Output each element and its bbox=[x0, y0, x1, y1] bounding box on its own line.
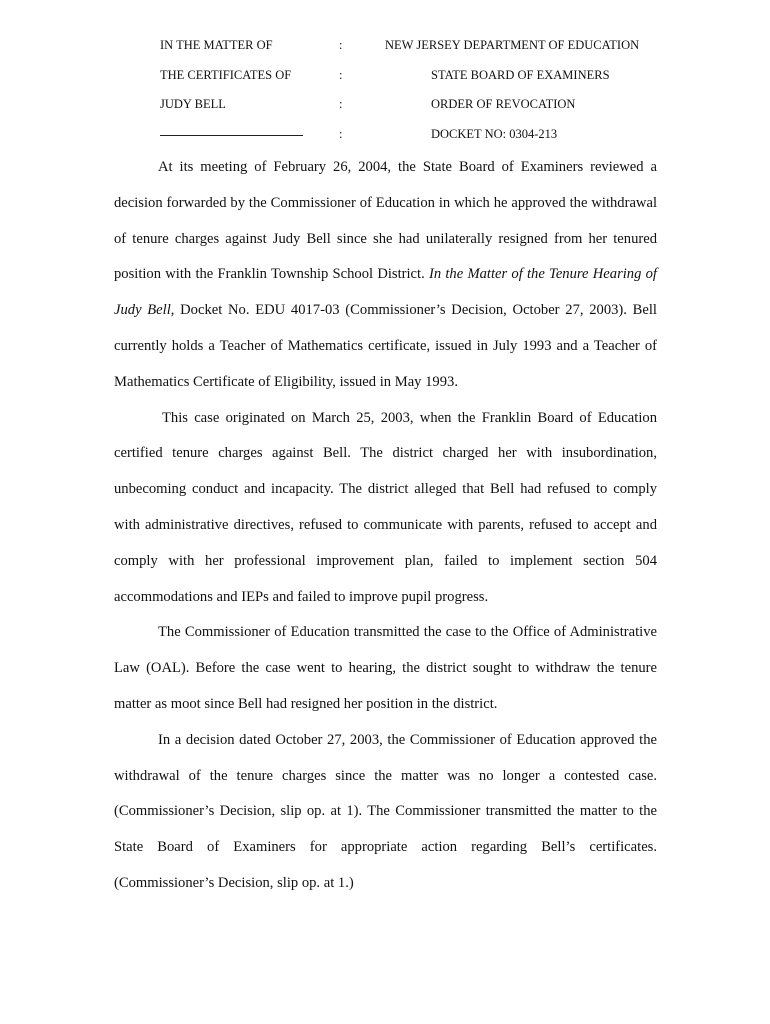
caption-board: STATE BOARD OF EXAMINERS bbox=[431, 68, 610, 82]
caption-order-title: ORDER OF REVOCATION bbox=[431, 97, 576, 111]
paragraph-text: Docket No. EDU 4017-03 (Commissioner’s Decision, October 27, 2003). Bell currently holds a Teacher of Mathematics certificate, issued in July 1993 and a Teacher of Mathematics Certificate of Eligibility, issued in May 1993. bbox=[114, 302, 657, 390]
paragraph-origin: This case originated on March 25, 2003, when the Franklin Board of Education certified tenure charges against Bell. The district charged her with insubordination, unbecoming conduct and incapacity. The district alleged that Bell had refused to comply with administrative directives, refused to communicate with parents, refused to accept and comply with her professional improvement plan, failed to implement section 504 accommodations and IEPs and failed to improve pupil progress. bbox=[114, 409, 657, 605]
caption-row bbox=[0, 35, 770, 55]
caption-colon: : bbox=[339, 127, 343, 141]
paragraph-meeting bbox=[114, 150, 657, 401]
case-citation: In the Matter of the Tenure Hearing of Judy Bell, bbox=[114, 266, 657, 319]
caption-name: JUDY BELL bbox=[160, 97, 226, 111]
caption-row bbox=[0, 94, 770, 114]
caption-row bbox=[0, 124, 770, 144]
paragraph-decision: In a decision dated October 27, 2003, the Commissioner of Education approved the withdrawal of the tenure charges since the matter was no longer a contested case. (Commissioner’s Decision, slip op. at 1). The Commissioner transmitted the matter to the State Board of Examiners for appropriate action regarding Bell’s certificates. (Commissioner’s Decision, slip op. at 1.) bbox=[114, 731, 657, 891]
paragraph-text: At its meeting of February 26, 2004, the State Board of Examiners reviewed a decision forwarded by the Commissioner of Education in which he approved the withdrawal of tenure charges against Judy Bell since she had unilaterally resigned from her tenured position with the Franklin Township School District. bbox=[114, 159, 657, 283]
caption-certificates: THE CERTIFICATES OF bbox=[160, 68, 292, 82]
caption-colon: : bbox=[339, 68, 343, 82]
caption-docket: DOCKET NO: 0304-213 bbox=[431, 127, 558, 141]
caption-row bbox=[0, 65, 770, 85]
caption-colon: : bbox=[339, 38, 343, 52]
caption-colon: : bbox=[339, 97, 343, 111]
paragraph-transmittal: The Commissioner of Education transmitted the case to the Office of Administrative Law (OAL). Before the case went to hearing, the district sought to withdraw the tenure matter as moot since Bell had resigned her position in the district. bbox=[114, 624, 657, 712]
caption-signature-line bbox=[160, 135, 303, 136]
order-body bbox=[114, 150, 657, 902]
caption-matter: IN THE MATTER OF bbox=[160, 38, 273, 52]
caption-department: NEW JERSEY DEPARTMENT OF EDUCATION bbox=[385, 38, 640, 52]
